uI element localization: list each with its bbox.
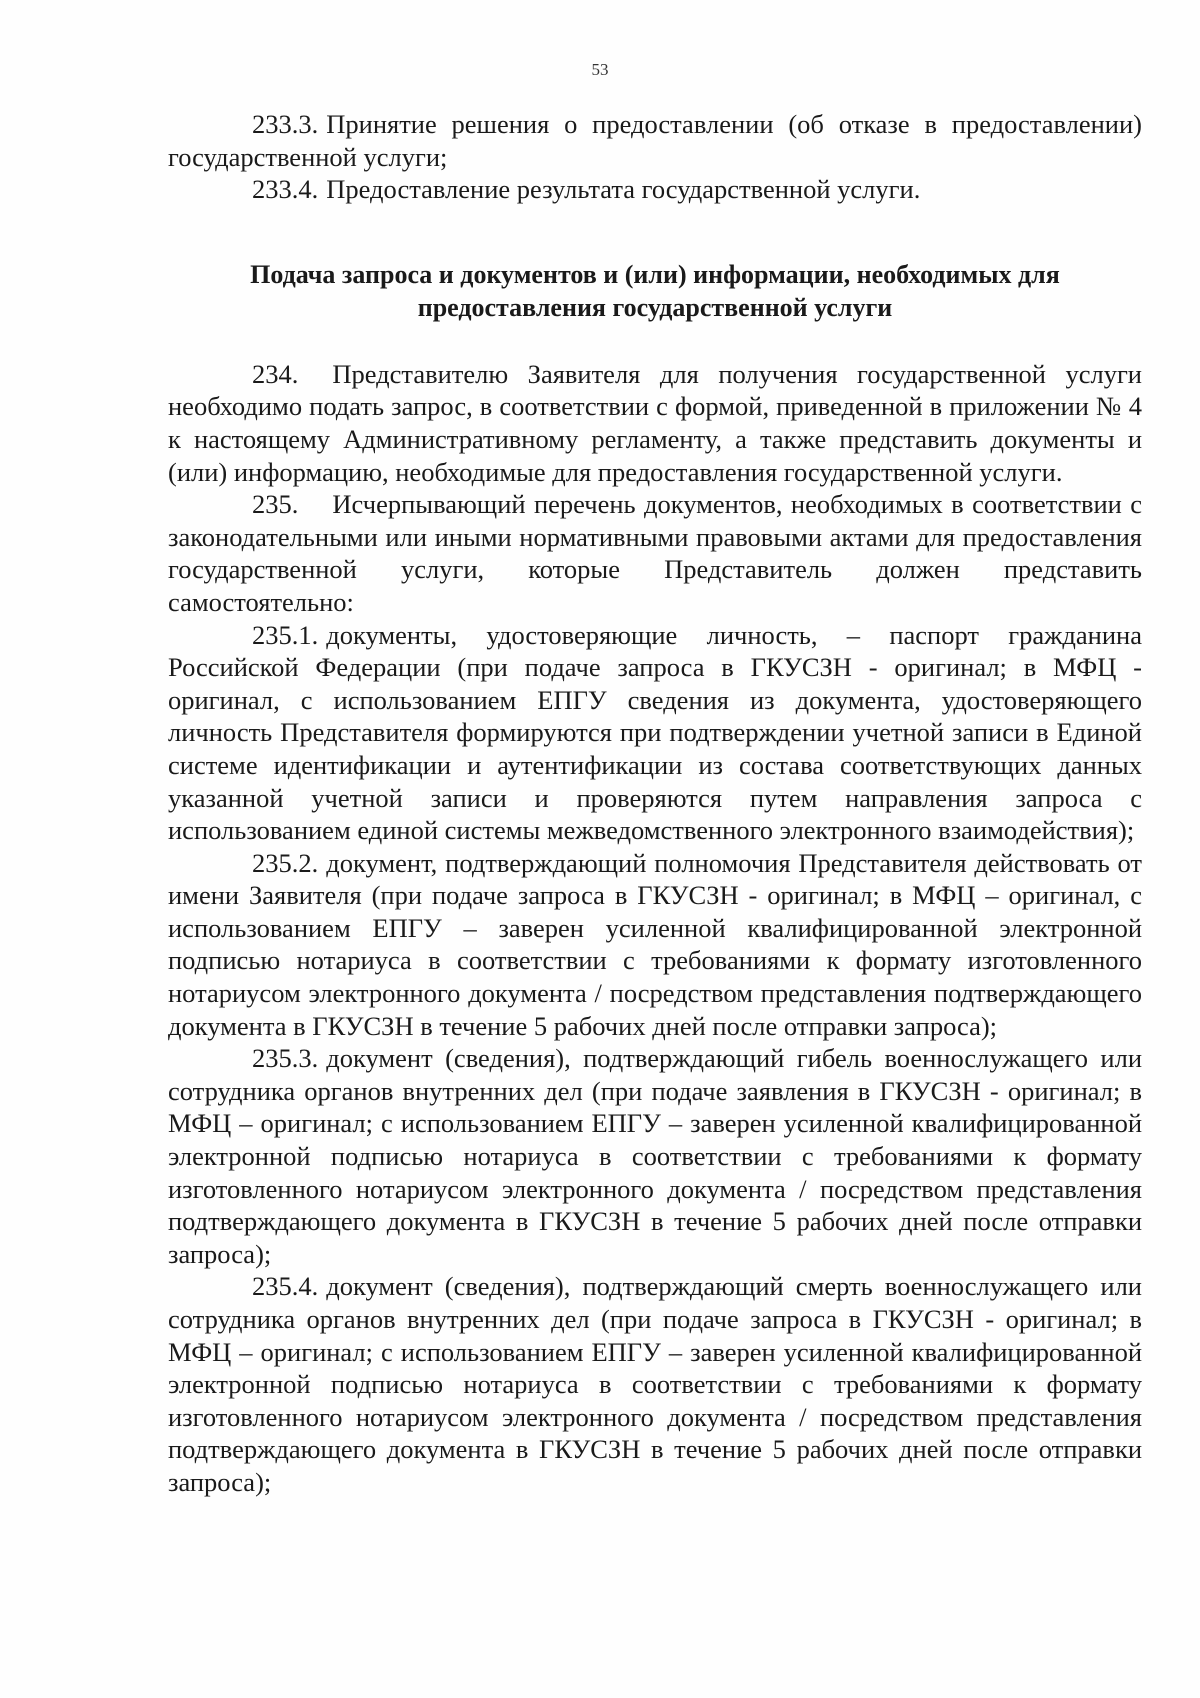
clause-234 [168, 358, 1142, 488]
clause-number: 235.2. [252, 847, 319, 878]
clause-235-2 [168, 847, 1142, 1043]
clause-number: 234. [252, 358, 299, 389]
clause-text: документы, удостоверяющие личность, – паспорт гражданина Российской Федерации (при подаче запроса в ГКУСЗН - оригинал; в МФЦ - оригинал, с использованием ЕПГУ сведения из документа, удостоверяющего личность Представителя формируются при подтверждении учетной записи в Единой системе идентификации и аутентификации из состава соответствующих данных указанной учетной записи и проверяются путем направления запроса с использованием единой системы межведомственного электронного взаимодействия); [168, 619, 1142, 846]
document-body [168, 108, 1142, 1499]
clause-number: 235. [252, 489, 299, 520]
clause-235-3 [168, 1042, 1142, 1270]
clause-number: 233.3. [252, 109, 319, 139]
clause-235 [168, 488, 1142, 618]
section-heading-line-2: предоставления государственной услуги [417, 292, 893, 322]
clause-text: документ (сведения), подтверждающий смерть военнослужащего или сотрудника органов внутренних дел (при подаче запроса в ГКУСЗН - оригинал; в МФЦ – оригинал; с использованием ЕПГУ – заверен усиленной квалифицированной электронной подписью нотариуса в соответствии с требованиями к формату изготовленного нотариусом электронного документа / посредством представления подтверждающего документа в ГКУСЗН в течение 5 рабочих дней после отправки запроса); [168, 1271, 1142, 1497]
page-number: 53 [591, 60, 609, 79]
clause-number: 235.1. [252, 619, 319, 650]
clause-233-3 [168, 108, 1142, 173]
clause-number: 233.4. [252, 174, 319, 205]
clause-number: 235.3. [252, 1043, 319, 1074]
clause-number: 235.4. [252, 1271, 319, 1302]
clause-233-4 [168, 173, 1142, 206]
clause-235-1 [168, 619, 1142, 847]
clause-text: Предоставление результата государственной услуги. [326, 174, 921, 205]
section-heading-line-1: Подача запроса и документов и (или) информации, необходимых для [250, 259, 1060, 289]
clause-text: Принятие решения о предоставлении (об отказе в предоставлении) государственной услуги; [168, 109, 1142, 172]
clause-text: Исчерпывающий перечень документов, необходимых в соответствии с законодательными или иными нормативными правовыми актами для предоставления государственной услуги, которые Представитель должен представить самостоятельно: [168, 489, 1142, 617]
clause-text: Представителю Заявителя для получения государственной услуги необходимо подать запрос, в соответствии с формой, приведенной в приложении № 4 к настоящему Административному регламенту, а также представить документы и (или) информацию, необходимые для предоставления государственной услуги. [168, 358, 1142, 487]
clause-text: документ, подтверждающий полномочия Представителя действовать от имени Заявителя (при подаче запроса в ГКУСЗН - оригинал; в МФЦ – оригинал, с использованием ЕПГУ – заверен усиленной квалифицированной электронной подписью нотариуса в соответствии с требованиями к формату изготовленного нотариусом электронного документа / посредством представления подтверждающего документа в ГКУСЗН в течение 5 рабочих дней после отправки запроса); [168, 847, 1142, 1041]
section-heading [168, 258, 1142, 324]
clause-235-4 [168, 1270, 1142, 1498]
clause-text: документ (сведения), подтверждающий гибель военнослужащего или сотрудника органов внутренних дел (при подаче заявления в ГКУСЗН - оригинал; в МФЦ – оригинал; с использованием ЕПГУ – заверен усиленной квалифицированной электронной подписью нотариуса в соответствии с требованиями к формату изготовленного нотариусом электронного документа / посредством представления подтверждающего документа в ГКУСЗН в течение 5 рабочих дней после отправки запроса); [168, 1043, 1142, 1269]
